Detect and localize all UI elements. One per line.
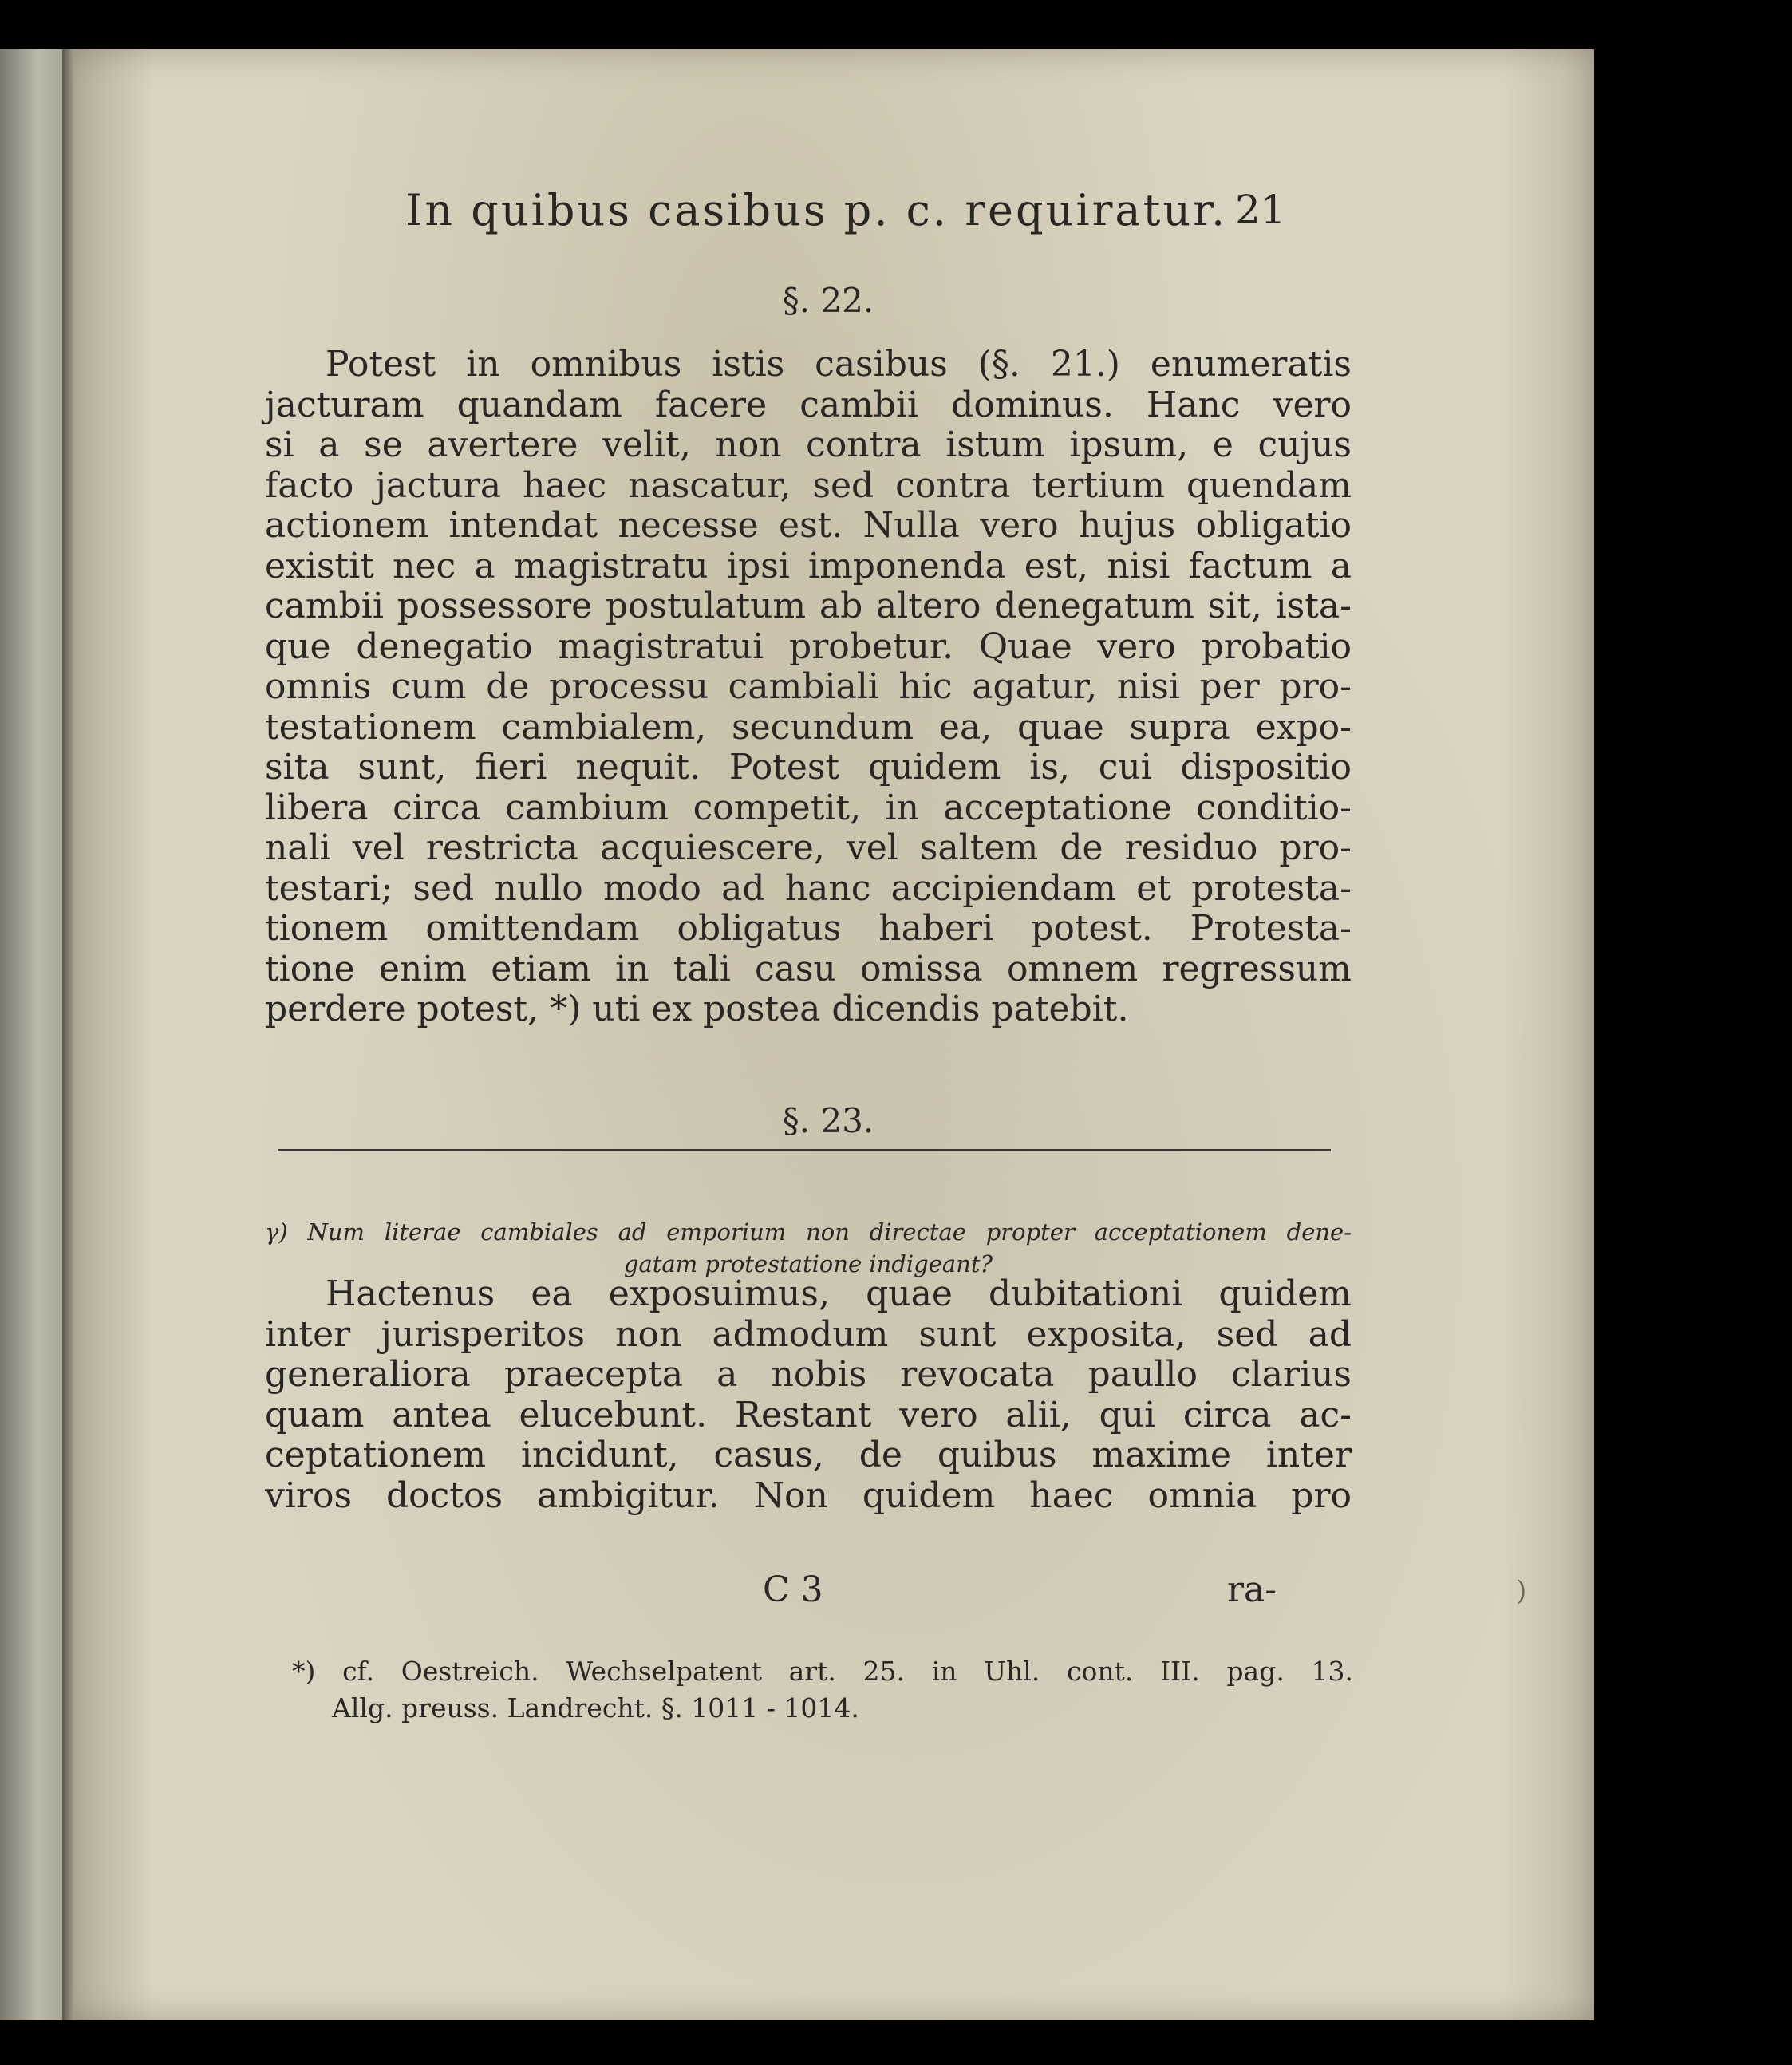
book-page xyxy=(62,49,1594,2020)
page-gutter xyxy=(62,49,73,2020)
section-question xyxy=(265,1216,1352,1280)
paragraph-1 xyxy=(265,345,1352,1030)
text-line: omnis cum de processu cambiali hic agatur, nisi per pro- xyxy=(265,666,1352,707)
text-line: tione enim etiam in tali casu omissa omnem regressum xyxy=(265,948,1352,989)
text-line: facto jactura haec nascatur, sed contra tertium quendam xyxy=(265,464,1352,506)
text-line: ceptationem incidunt, casus, de quibus maxime inter xyxy=(265,1435,1352,1475)
bleed-through-mark: ) xyxy=(1516,1575,1527,1607)
text-line: sita sunt, fieri nequit. Potest quidem is, cui dispositio xyxy=(265,747,1352,788)
text-line: Hactenus ea exposuimus, quae dubitationi quidem xyxy=(326,1273,1352,1314)
text-line: jacturam quandam facere cambii dominus. Hanc vero xyxy=(265,384,1352,425)
question-line: gatam protestatione indigeant? xyxy=(623,1250,993,1277)
text-line: Potest in omnibus istis casibus (§. 21.) enumeratis xyxy=(326,344,1352,385)
paragraph-2 xyxy=(265,1274,1352,1516)
text-line: quam antea elucebunt. Restant vero alii, qui circa ac- xyxy=(265,1394,1352,1435)
text-line: generaliora praecepta a nobis revocata paullo clarius xyxy=(265,1354,1352,1395)
page-number: 21 xyxy=(1235,187,1286,233)
text-line: cambii possessore postulatum ab altero denegatum sit, ista- xyxy=(265,586,1352,626)
text-line: existit nec a magistratu ipsi imponenda est, nisi factum a xyxy=(265,545,1352,586)
catchword: ra- xyxy=(1227,1569,1277,1610)
footnote xyxy=(292,1653,1353,1727)
section-heading-22: §. 22. xyxy=(782,281,874,320)
text-line: actionem intendat necesse est. Nulla vero hujus obligatio xyxy=(265,505,1352,546)
question-line: γ) Num literae cambiales ad emporium non directae propter acceptationem dene- xyxy=(265,1218,1352,1246)
text-line: testari; sed nullo modo ad hanc accipiendam et protesta- xyxy=(265,867,1352,909)
text-line: viros doctos ambigitur. Non quidem haec omnia pro xyxy=(265,1475,1352,1516)
signature-mark: C 3 xyxy=(763,1569,823,1610)
text-line: testationem cambialem, secundum ea, quae supra expo- xyxy=(265,706,1352,748)
text-line: que denegatio magistratui probetur. Quae vero probatio xyxy=(265,626,1352,667)
running-head: In quibus casibus p. c. requiratur. xyxy=(405,185,1228,235)
text-line: perdere potest, *) uti ex postea dicendis patebit. xyxy=(265,989,1129,1029)
text-line: nali vel restricta acquiescere, vel saltem de residuo pro- xyxy=(265,827,1352,868)
text-line: tionem omittendam obligatus haberi potest. Protesta- xyxy=(265,908,1352,949)
text-line: libera circa cambium competit, in acceptatione conditio- xyxy=(265,787,1352,828)
text-line: si a se avertere velit, non contra istum ipsum, e cujus xyxy=(265,424,1352,465)
text-line: inter jurisperitos non admodum sunt exposita, sed ad xyxy=(265,1313,1352,1355)
section-heading-23: §. 23. xyxy=(782,1101,874,1140)
facing-page-edge xyxy=(0,49,64,2020)
footnote-line: *) cf. Oestreich. Wechselpatent art. 25. in Uhl. cont. III. pag. 13. xyxy=(292,1656,1353,1687)
footnote-line: Allg. preuss. Landrecht. §. 1011 - 1014. xyxy=(332,1692,859,1723)
section-rule xyxy=(278,1149,1331,1151)
